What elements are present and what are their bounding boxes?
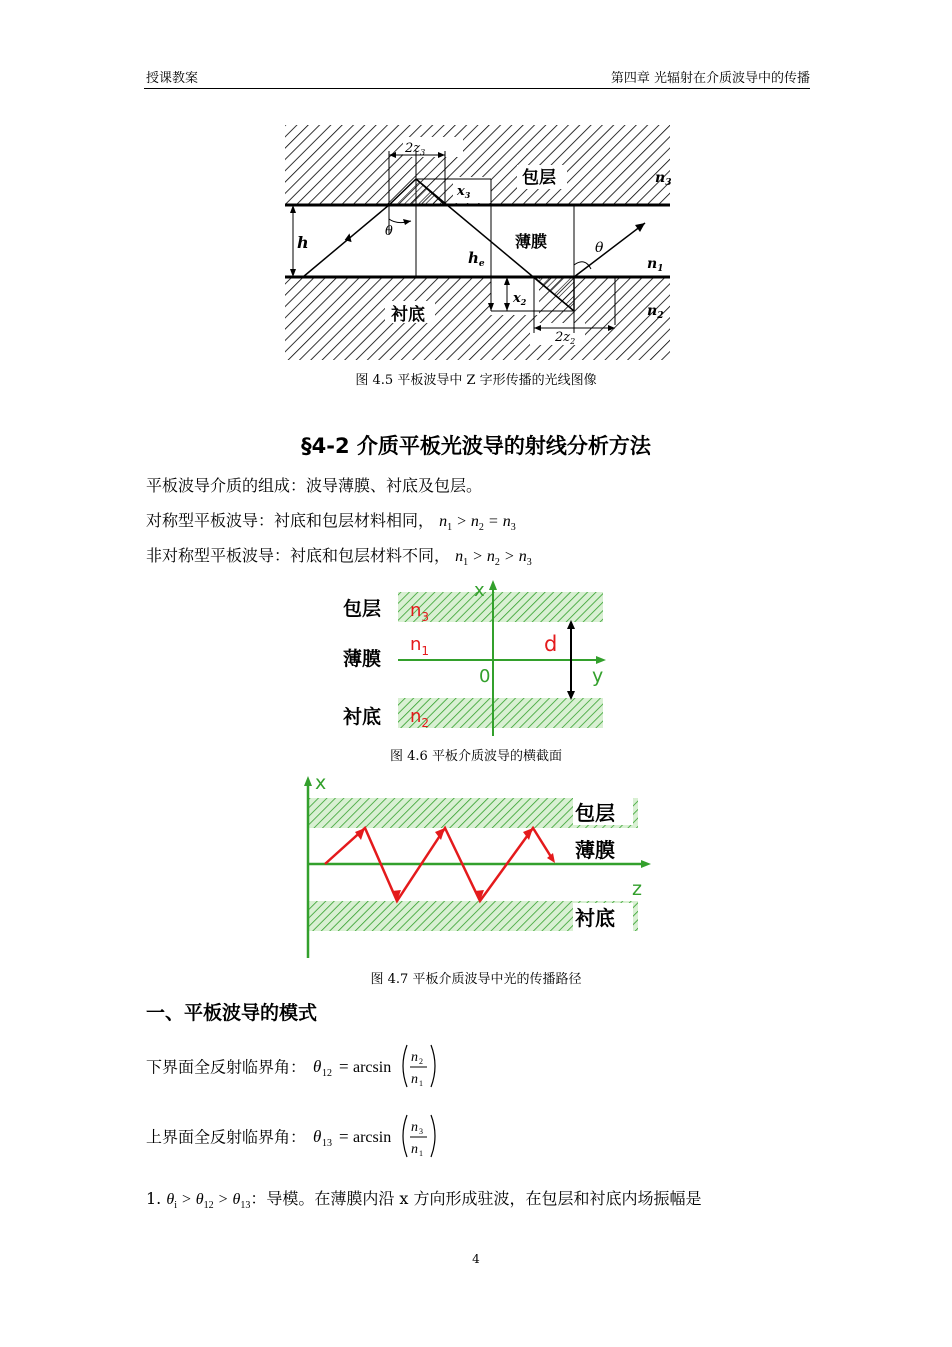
item-guided-mode-text: ：导模。在薄膜内沿 x 方向形成驻波，在包层和衬底内场振幅是: [250, 1189, 702, 1208]
label-theta-right: θ: [595, 240, 604, 256]
heading-modes: 一、平板波导的模式: [146, 1002, 318, 1024]
svg-text:arcsin: arcsin: [353, 1129, 392, 1146]
paragraph-symmetric-text: 对称型平板波导：衬底和包层材料相同，: [146, 511, 435, 530]
svg-text:1: 1: [419, 1079, 424, 1088]
formula-symmetric: $n_1 > n_2 = n_3$: [439, 513, 516, 534]
svg-text:=: =: [339, 1127, 349, 1146]
formula-lower-critical-angle: [146, 1040, 446, 1092]
label-theta-left: θ: [385, 224, 393, 239]
header-left: 授课教案: [146, 71, 199, 86]
svg-text:arcsin: arcsin: [353, 1059, 392, 1076]
figure-4-6: [340, 576, 615, 736]
label-n1: $n_1$: [647, 256, 664, 274]
paragraph-composition: 平板波导介质的组成：波导薄膜、衬底及包层。: [146, 476, 483, 495]
label-2z2: $2z_2$: [555, 330, 576, 346]
label-substrate: 衬底: [391, 305, 425, 325]
item-guided-mode-number: 1.: [146, 1189, 162, 1208]
svg-text:3: 3: [419, 1127, 424, 1136]
substrate-hatch: [285, 277, 670, 360]
label-x3: $x_3$: [457, 184, 471, 200]
svg-text:n: n: [411, 1142, 419, 1157]
formula-asymmetric: $n_1 > n_2 > n_3$: [455, 548, 532, 569]
svg-text:θ: θ: [313, 1127, 322, 1146]
fig46-label-n1: $n_1$: [410, 634, 430, 658]
item-guided-mode: [146, 1186, 702, 1211]
figure-4-7-caption: 图 4.7 平板介质波导中光的传播路径: [370, 972, 582, 987]
label-cladding: 包层: [522, 168, 556, 188]
figure-4-5-caption: 图 4.5 平板波导中 Z 字形传播的光线图像: [355, 373, 597, 388]
fig46-label-n2: $n_2$: [410, 706, 430, 730]
figure-4-5: [285, 125, 670, 360]
svg-text:12: 12: [322, 1068, 333, 1079]
fig47-label-z: z: [632, 878, 642, 900]
label-2z3: $2z_3$: [405, 141, 426, 157]
fig46-label-d: d: [544, 632, 558, 656]
svg-text:n: n: [411, 1072, 419, 1087]
header-rule: [144, 88, 810, 89]
svg-text:n: n: [411, 1050, 419, 1065]
svg-text:1: 1: [419, 1149, 424, 1158]
label-he: $h_e$: [468, 249, 485, 269]
fig47-label-film: 薄膜: [575, 838, 615, 862]
fig46-label-n3: $n_3$: [410, 600, 430, 624]
formula-upper-expr: [311, 1110, 446, 1162]
fig47-label-cladding: 包层: [575, 801, 615, 825]
figure-4-6-caption: 图 4.6 平板介质波导的横截面: [390, 749, 562, 764]
fig46-label-substrate: 衬底: [343, 706, 382, 728]
fig46-label-y: y: [592, 665, 604, 687]
formula-lower-expr: [311, 1040, 446, 1092]
header-right: 第四章 光辐射在介质波导中的传播: [610, 71, 810, 86]
svg-text:13: 13: [322, 1138, 333, 1149]
label-n2: $n_2$: [647, 303, 664, 321]
fig47-label-substrate: 衬底: [575, 906, 615, 930]
fig46-label-origin: 0: [479, 666, 491, 687]
label-h: h: [297, 233, 309, 252]
paragraph-symmetric: [146, 508, 516, 533]
fig46-label-x: x: [474, 580, 485, 601]
label-x2: $x_2$: [513, 291, 527, 307]
formula-lower-label: 下界面全反射临界角：: [146, 1057, 307, 1077]
section-title: §4-2 介质平板光波导的射线分析方法: [301, 434, 651, 458]
paragraph-asymmetric-text: 非对称型平板波导：衬底和包层材料不同，: [146, 546, 451, 565]
fig46-label-cladding: 包层: [343, 598, 382, 620]
svg-text:2: 2: [419, 1057, 424, 1066]
page-number: 4: [472, 1252, 480, 1266]
label-n3: $n_3$: [655, 170, 672, 188]
formula-upper-critical-angle: [146, 1110, 446, 1162]
label-film: 薄膜: [515, 232, 548, 251]
svg-text:n: n: [411, 1120, 419, 1135]
svg-text:=: =: [339, 1057, 349, 1076]
fig47-label-x: x: [315, 772, 327, 794]
fig46-label-film: 薄膜: [343, 648, 382, 670]
figure-4-7: [295, 770, 660, 960]
formula-upper-label: 上界面全反射临界角：: [146, 1127, 307, 1147]
paragraph-asymmetric: [146, 543, 532, 568]
svg-text:θ: θ: [313, 1057, 322, 1076]
item-guided-mode-condition: $\theta_i > \theta_{12} > \theta_{13}$: [166, 1191, 251, 1212]
